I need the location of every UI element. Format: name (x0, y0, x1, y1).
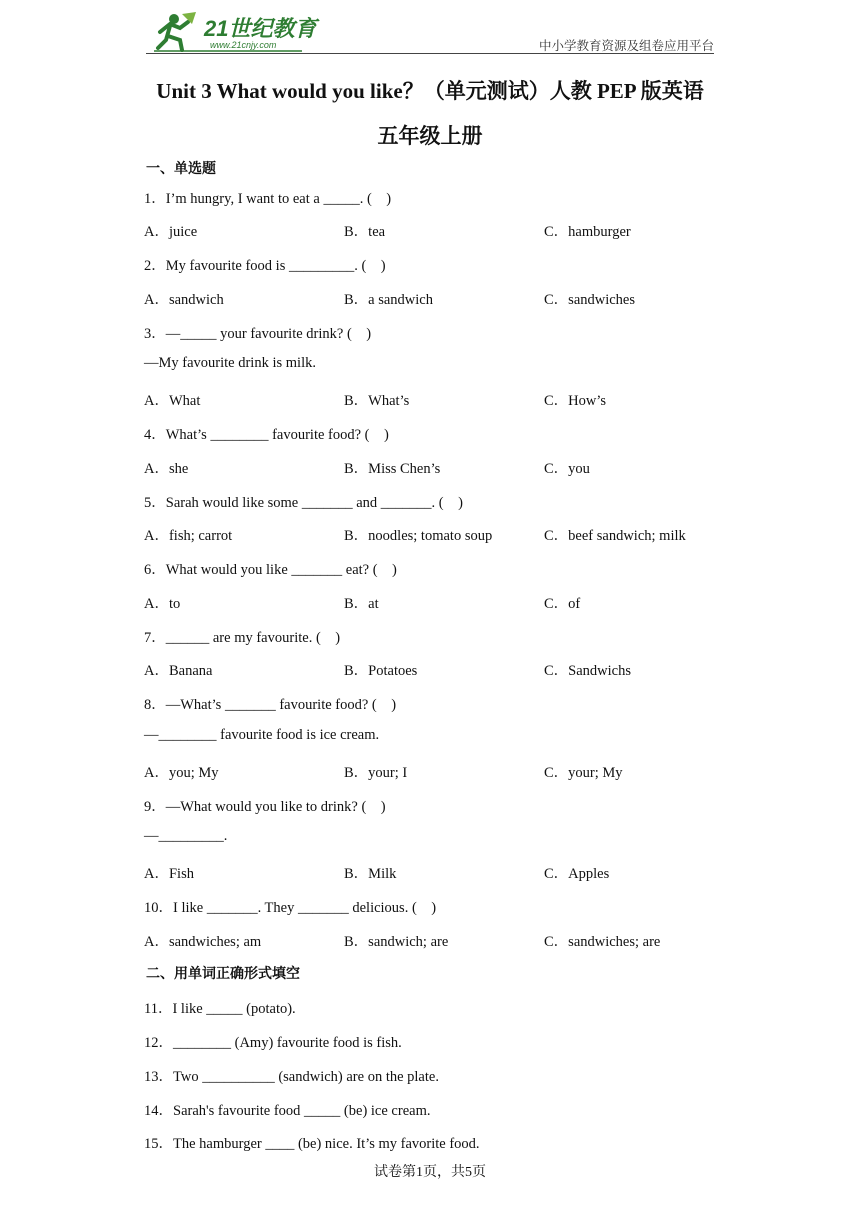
option-c: C．How’s (544, 393, 607, 409)
fill-blank-item: 14．Sarah's favourite food _____ (be) ice cream. (144, 1103, 431, 1119)
option-b: B．Milk (344, 866, 397, 882)
option-a: A．you; My (144, 765, 219, 781)
logo-text: 21世纪教育 (204, 16, 317, 41)
question-dialogue-line: —_________. (144, 828, 228, 844)
question-stem: 8．—What’s _______ favourite food? ( ) (144, 697, 397, 713)
option-b: B．tea (344, 224, 386, 240)
page-number-footer: 试卷第1页，共5页 (374, 1165, 486, 1180)
option-a: A．sandwiches; am (144, 934, 262, 950)
option-b: B．a sandwich (344, 292, 433, 308)
option-b: B．at (344, 596, 379, 612)
question-stem: 5．Sarah would like some _______ and _______. ( ) (144, 495, 463, 511)
question-stem: 1．I’m hungry, I want to eat a _____. ( ) (144, 191, 392, 207)
question-stem: 3．—_____ your favourite drink? ( ) (144, 326, 372, 342)
runner-logo-icon (158, 12, 196, 50)
option-a: A．she (144, 461, 189, 477)
option-b: B．Potatoes (344, 663, 418, 679)
option-a: A．Banana (144, 663, 213, 679)
option-c: C．sandwiches; are (544, 934, 661, 950)
logo-url: www.21cnjy.com (210, 40, 277, 50)
option-c: C．hamburger (544, 224, 631, 240)
question-stem: 10．I like _______. They _______ delicious. ( ) (144, 900, 437, 916)
option-c: C．you (544, 461, 590, 477)
option-b: B．What’s (344, 393, 410, 409)
option-b: B．sandwich; are (344, 934, 449, 950)
page-subtitle: 五年级上册 (377, 124, 483, 148)
question-stem: 9．—What would you like to drink? ( ) (144, 799, 386, 815)
fill-blank-item: 11．I like _____ (potato). (144, 1001, 296, 1017)
section-heading-fill-blank: 二、用单词正确形式填空 (146, 967, 300, 982)
option-a: A．fish; carrot (144, 528, 233, 544)
option-a: A．Fish (144, 866, 194, 882)
site-logo (152, 10, 342, 52)
option-c: C．your; My (544, 765, 623, 781)
page-title: Unit 3 What would you like？（单元测试）人教 PEP 版英语 (156, 79, 704, 103)
question-dialogue-line: —My favourite drink is milk. (144, 355, 316, 371)
option-c: C．Sandwichs (544, 663, 631, 679)
option-b: B．Miss Chen’s (344, 461, 441, 477)
question-stem: 4．What’s ________ favourite food? ( ) (144, 427, 389, 443)
question-stem: 6．What would you like _______ eat? ( ) (144, 562, 397, 578)
option-a: A．What (144, 393, 201, 409)
option-c: C．of (544, 596, 581, 612)
option-a: A．to (144, 596, 181, 612)
fill-blank-item: 13．Two __________ (sandwich) are on the plate. (144, 1069, 439, 1085)
option-b: B．noodles; tomato soup (344, 528, 493, 544)
option-c: C．Apples (544, 866, 610, 882)
platform-text: 中小学教育资源及组卷应用平台 (538, 38, 714, 53)
section-heading-single-choice: 一、单选题 (146, 162, 216, 177)
question-stem: 2．My favourite food is _________. ( ) (144, 258, 386, 274)
option-c: C．beef sandwich; milk (544, 528, 686, 544)
option-a: A．sandwich (144, 292, 224, 308)
header-divider (146, 53, 714, 54)
option-b: B．your; I (344, 765, 408, 781)
option-a: A．juice (144, 224, 198, 240)
option-c: C．sandwiches (544, 292, 636, 308)
question-dialogue-line: —________ favourite food is ice cream. (144, 727, 380, 743)
fill-blank-item: 12．________ (Amy) favourite food is fish. (144, 1035, 402, 1051)
question-stem: 7．______ are my favourite. ( ) (144, 630, 341, 646)
fill-blank-item: 15．The hamburger ____ (be) nice. It’s my favorite food. (144, 1136, 480, 1152)
